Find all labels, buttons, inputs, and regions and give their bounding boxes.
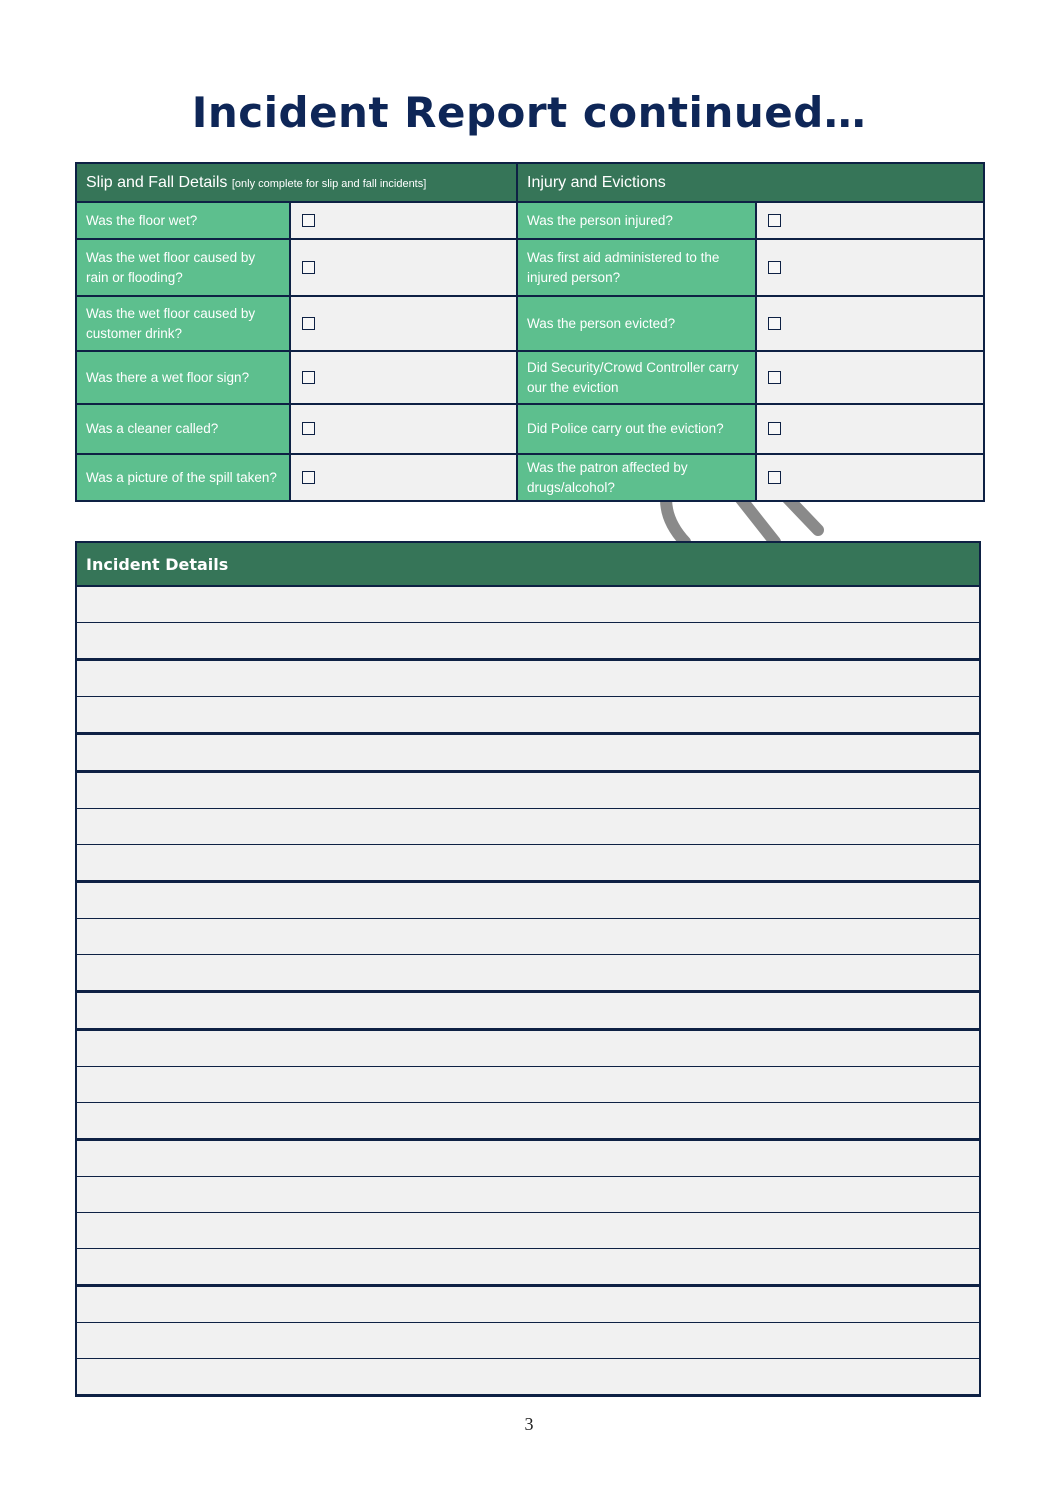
slip-question: Was a picture of the spill taken?: [76, 454, 290, 501]
incident-details-header: Incident Details: [76, 542, 980, 586]
slip-fall-header: [76, 163, 517, 202]
slip-fall-header-label: Slip and Fall Details: [86, 173, 228, 191]
checklist-table: [75, 162, 985, 502]
page-number: 3: [524, 1414, 534, 1434]
incident-details-line[interactable]: [76, 1359, 980, 1396]
checkbox[interactable]: [768, 317, 781, 330]
incident-details-line[interactable]: [76, 734, 980, 772]
checkbox[interactable]: [302, 317, 315, 330]
incident-details-line[interactable]: [76, 919, 980, 955]
injury-question: Was the person injured?: [517, 202, 756, 239]
checkbox[interactable]: [768, 471, 781, 484]
slip-question: Was the wet floor caused by customer drink?: [76, 296, 290, 351]
incident-details-line[interactable]: [76, 1030, 980, 1067]
injury-question: Was the patron affected by drugs/alcohol?: [517, 454, 756, 501]
incident-details-line[interactable]: [76, 809, 980, 845]
slip-fall-header-note: [only complete for slip and fall incidents]: [231, 177, 427, 190]
slip-question: Was there a wet floor sign?: [76, 351, 290, 404]
incident-details-line[interactable]: [76, 1213, 980, 1249]
injury-question: Did Security/Crowd Controller carry our the eviction: [517, 351, 756, 404]
incident-details-line[interactable]: [76, 697, 980, 734]
checkbox[interactable]: [302, 371, 315, 384]
incident-details-line[interactable]: [76, 882, 980, 919]
incident-details-line[interactable]: [76, 1067, 980, 1103]
injury-question: Was the person evicted?: [517, 296, 756, 351]
incident-details-line[interactable]: [76, 992, 980, 1030]
incident-details-line[interactable]: [76, 1103, 980, 1140]
checkbox[interactable]: [302, 261, 315, 274]
slip-question: Was a cleaner called?: [76, 404, 290, 454]
incident-details-line[interactable]: [76, 1249, 980, 1286]
page-title: Incident Report continued…: [191, 88, 867, 137]
injury-evictions-header: Injury and Evictions: [517, 163, 984, 202]
checkbox[interactable]: [302, 422, 315, 435]
injury-question: Was first aid administered to the injured person?: [517, 239, 756, 296]
checkbox[interactable]: [302, 471, 315, 484]
incident-details-line[interactable]: [76, 1177, 980, 1213]
incident-details-line[interactable]: [76, 772, 980, 809]
incident-details-line[interactable]: [76, 586, 980, 623]
incident-details-line[interactable]: [76, 845, 980, 882]
checkbox[interactable]: [302, 214, 315, 227]
incident-details-line[interactable]: [76, 623, 980, 660]
incident-details-line[interactable]: [76, 660, 980, 697]
injury-question: Did Police carry out the eviction?: [517, 404, 756, 454]
slip-question: Was the floor wet?: [76, 202, 290, 239]
checkbox[interactable]: [768, 214, 781, 227]
incident-details-line[interactable]: [76, 1140, 980, 1177]
checkbox[interactable]: [768, 261, 781, 274]
checkbox[interactable]: [768, 422, 781, 435]
checkbox[interactable]: [768, 371, 781, 384]
incident-details-table: [75, 541, 981, 1397]
incident-details-line[interactable]: [76, 1323, 980, 1359]
incident-details-line[interactable]: [76, 955, 980, 992]
incident-details-line[interactable]: [76, 1286, 980, 1323]
slip-question: Was the wet floor caused by rain or flooding?: [76, 239, 290, 296]
